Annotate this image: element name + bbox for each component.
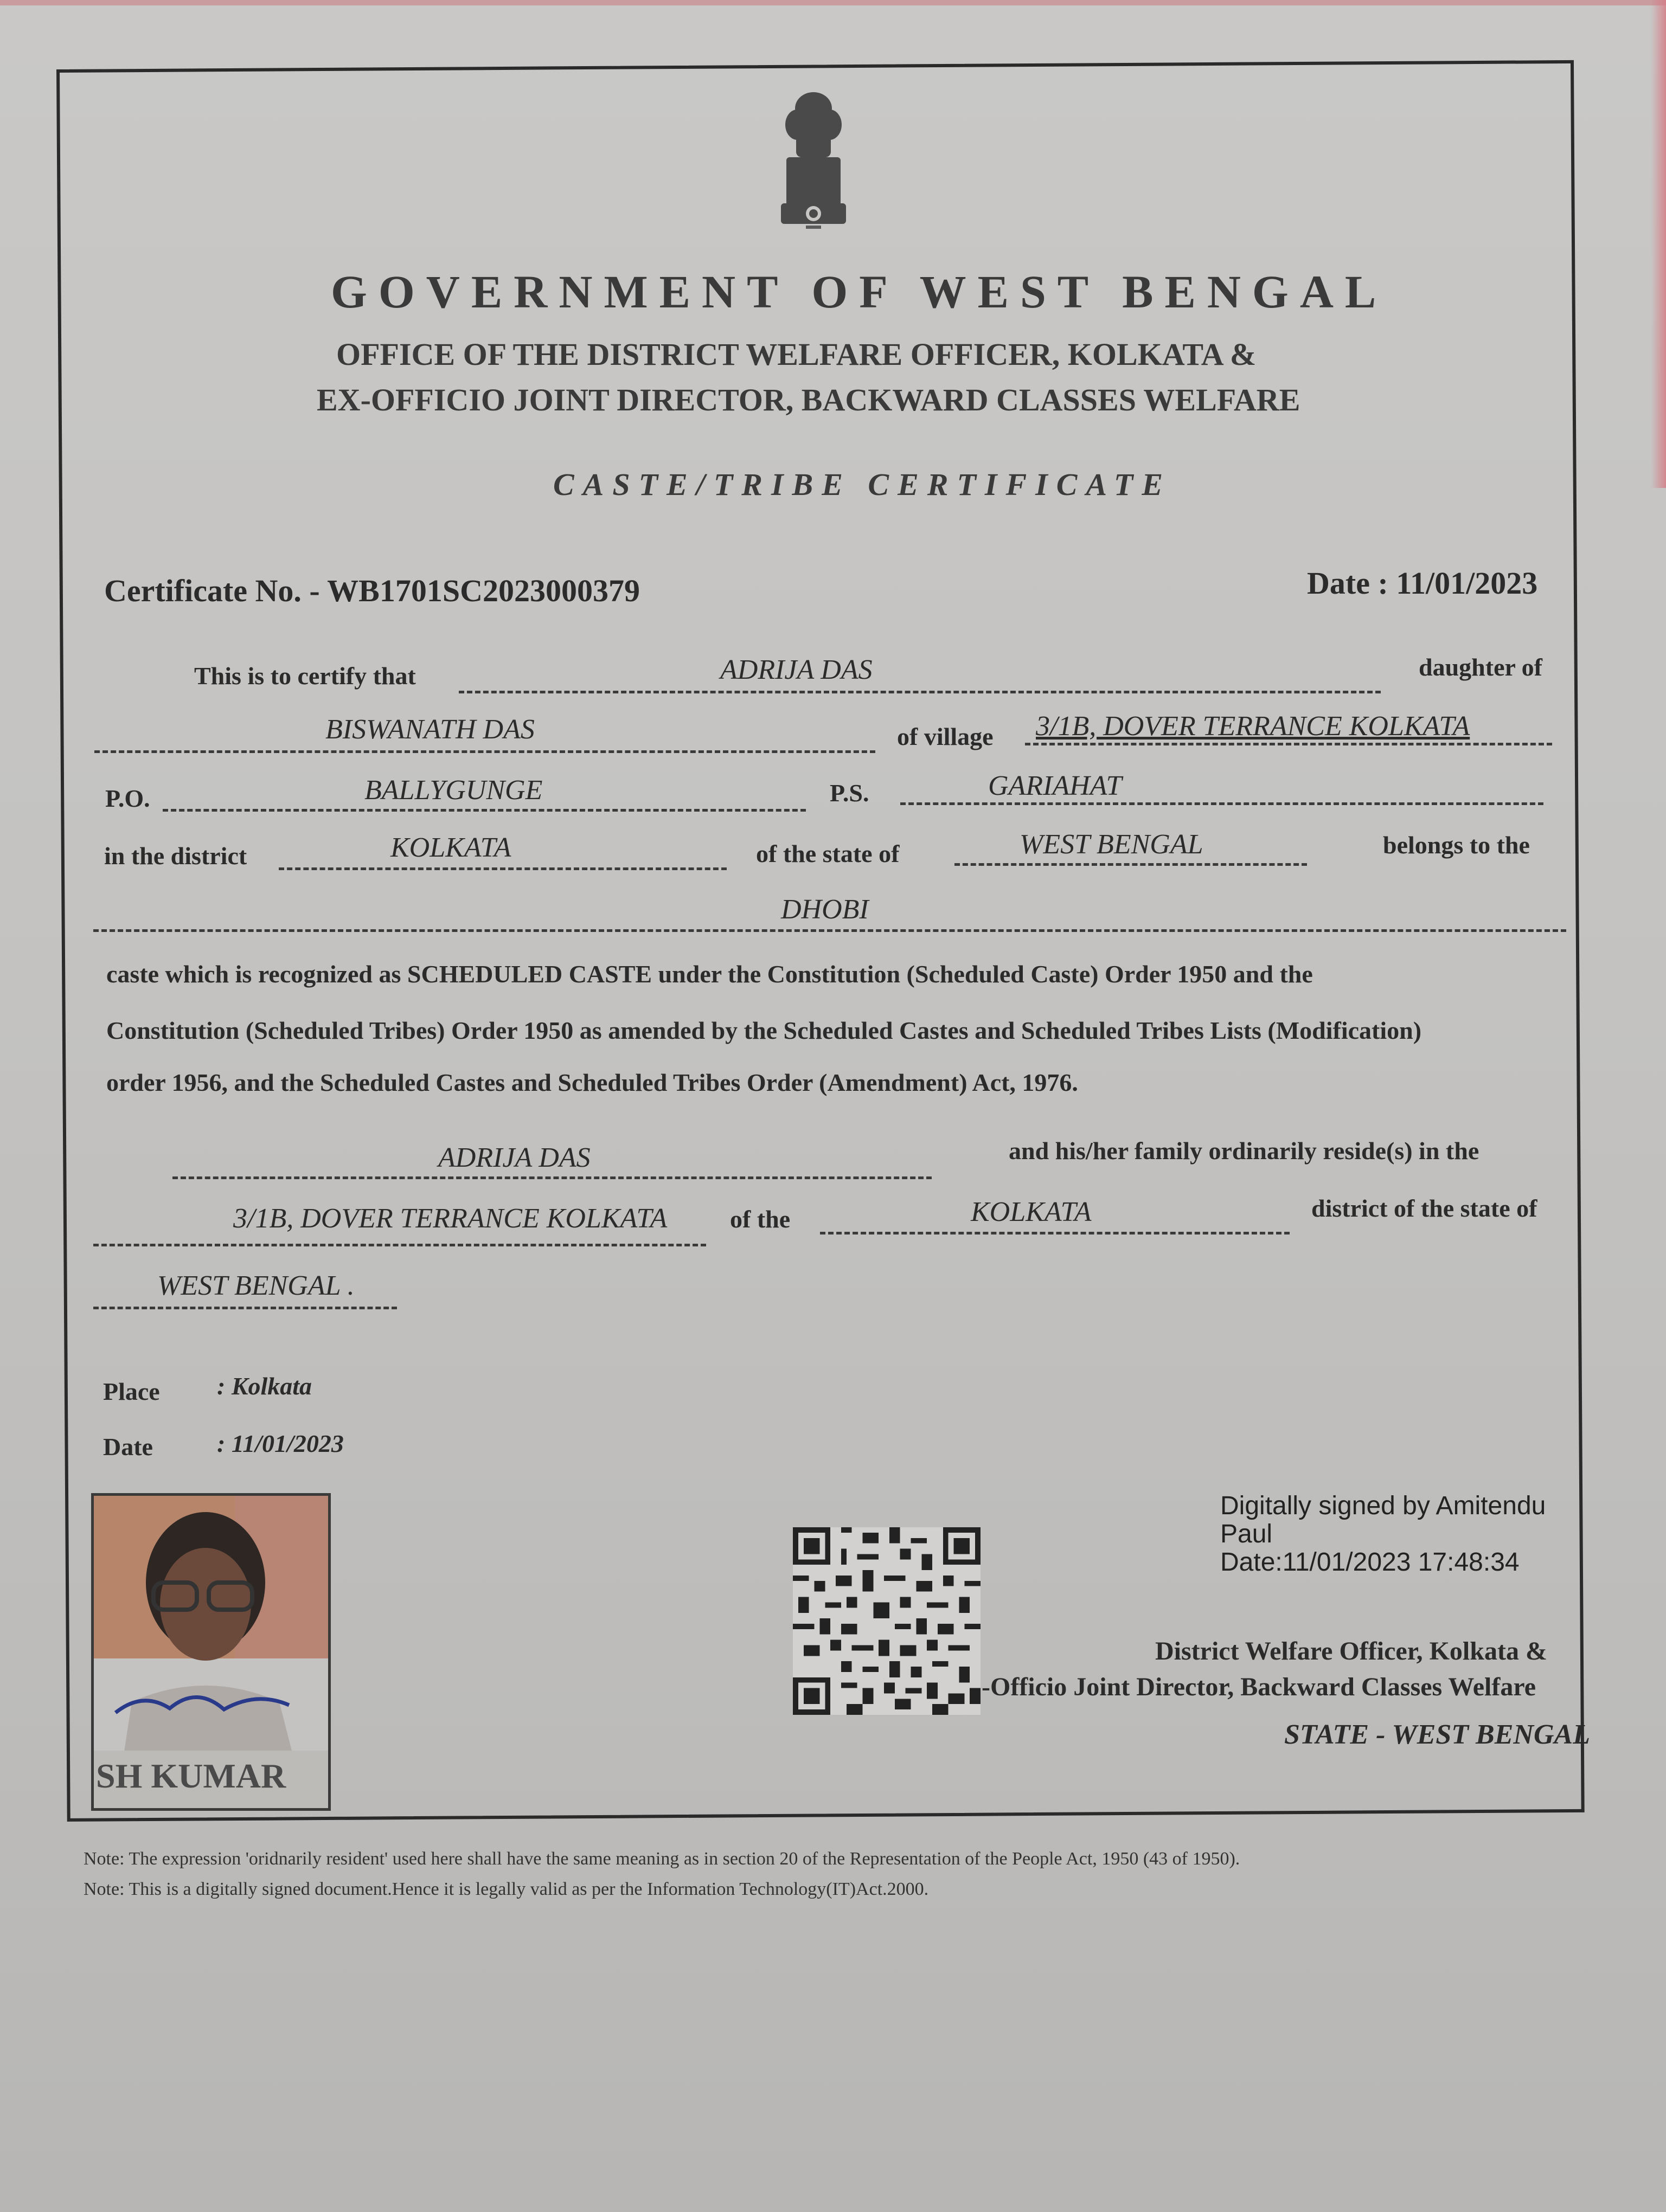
digital-signature-block	[1220, 1492, 1600, 1577]
ps-label: P.S.	[830, 779, 869, 807]
certificate-date: Date : 11/01/2023	[1307, 565, 1538, 601]
officer-title-line1: District Welfare Officer, Kolkata &	[1155, 1637, 1547, 1666]
ps-value: GARIAHAT	[988, 770, 1122, 801]
village-value: 3/1B, DOVER TERRANCE KOLKATA	[1036, 711, 1470, 742]
digital-signature-line1: Digitally signed by Amitendu	[1220, 1491, 1546, 1520]
digital-signature-date: Date:11/01/2023 17:48:34	[1220, 1548, 1520, 1577]
relation-label: daughter of	[1419, 653, 1542, 681]
name-value: ADRIJA DAS	[720, 654, 873, 685]
page-edge-top	[0, 0, 1666, 5]
qr-code-icon	[793, 1523, 981, 1719]
district-value: KOLKATA	[390, 832, 511, 863]
digital-signature-line2: Paul	[1220, 1520, 1273, 1548]
date-label: Date	[103, 1433, 153, 1461]
reside-label: and his/her family ordinarily reside(s) in the	[1009, 1137, 1479, 1165]
state-emblem-icon	[765, 87, 862, 233]
district-label: in the district	[104, 842, 247, 870]
resident-address-value: 3/1B, DOVER TERRANCE KOLKATA	[233, 1203, 668, 1234]
certificate-number: Certificate No. - WB1701SC2023000379	[104, 573, 640, 608]
officer-title-line2: -Officio Joint Director, Backward Classes Welfare	[982, 1673, 1536, 1701]
place-value: : Kolkata	[217, 1372, 312, 1400]
resident-name-value: ADRIJA DAS	[438, 1142, 591, 1173]
office-heading-line2: EX-OFFICIO JOINT DIRECTOR, BACKWARD CLASSES WELFARE	[317, 382, 1300, 417]
resident-state-value: WEST BENGAL .	[157, 1270, 355, 1301]
legal-paragraph-line1: caste which is recognized as SCHEDULED CASTE under the Constitution (Scheduled Caste) Order 1950 and the	[106, 960, 1313, 988]
po-value: BALLYGUNGE	[364, 775, 543, 806]
place-label: Place	[103, 1378, 160, 1405]
page-edge-right	[1651, 0, 1666, 488]
state-value: WEST BENGAL	[1020, 829, 1203, 860]
legal-paragraph-line3: order 1956, and the Scheduled Castes and Scheduled Tribes Order (Amendment) Act, 1976.	[106, 1069, 1078, 1096]
officer-state: STATE - WEST BENGAL	[1284, 1719, 1590, 1750]
legal-paragraph-line2: Constitution (Scheduled Tribes) Order 1950 as amended by the Scheduled Castes and Scheduled Tribes Lists (Modification)	[106, 1017, 1422, 1044]
resident-district-value: KOLKATA	[971, 1197, 1092, 1227]
certificate-title: CASTE/TRIBE CERTIFICATE	[553, 467, 1172, 502]
applicant-photo	[91, 1493, 331, 1811]
office-heading-line1: OFFICE OF THE DISTRICT WELFARE OFFICER, KOLKATA &	[336, 337, 1257, 372]
caste-value: DHOBI	[781, 894, 869, 925]
po-label: P.O.	[105, 785, 150, 812]
name-field-line	[459, 667, 1381, 693]
certify-label: This is to certify that	[194, 662, 416, 690]
village-label: of village	[897, 723, 994, 750]
note-ordinarily-resident: Note: The expression 'oridnarily resident' used here shall have the same meaning as in section 20 of the Representation of the People Act, 1950 (43 of 1950).	[84, 1849, 1240, 1869]
state-label: of the state of	[756, 840, 900, 867]
date-value: : 11/01/2023	[217, 1430, 344, 1457]
note-digitally-signed: Note: This is a digitally signed document.Hence it is legally valid as per the Information Technology(IT)Act.2000.	[84, 1879, 929, 1899]
of-the-label: of the	[730, 1205, 791, 1233]
government-heading: GOVERNMENT OF WEST BENGAL	[331, 266, 1388, 318]
belongs-label: belongs to the	[1383, 831, 1530, 859]
photo-stamp-text: SH KUMAR	[96, 1757, 286, 1795]
parent-name-value: BISWANATH DAS	[325, 714, 535, 745]
district-state-label: district of the state of	[1311, 1194, 1537, 1222]
